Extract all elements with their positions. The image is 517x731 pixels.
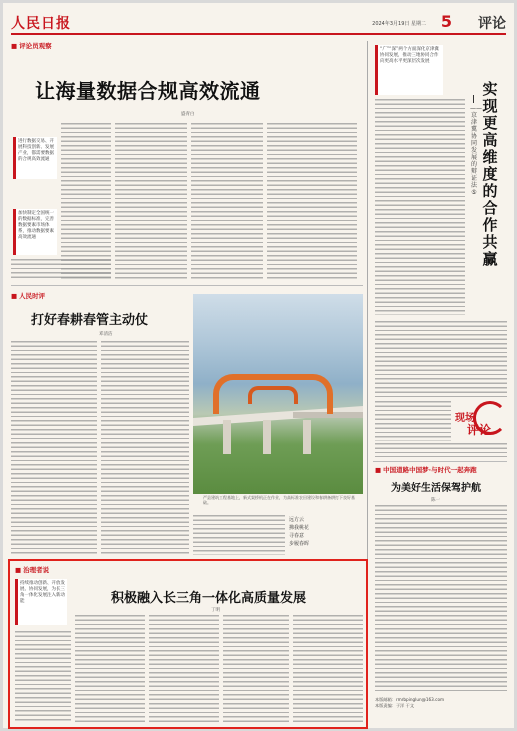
- body-text-block: [375, 401, 451, 441]
- live-commentary-badge: [455, 401, 507, 441]
- divider: [11, 285, 363, 286]
- headline-yangtze-delta: 积极融入长三角一体化高质量发展: [111, 591, 307, 606]
- badge-top-text: 现场: [455, 413, 475, 424]
- body-text-block: [375, 321, 507, 399]
- byline-top: 盛青白: [181, 112, 195, 117]
- body-text-block: [149, 615, 219, 723]
- poem-line: 远方云: [289, 517, 305, 523]
- byline-bottom: 丁明: [211, 608, 220, 613]
- body-text-block: [101, 341, 189, 555]
- divider: [373, 461, 507, 462]
- page-number: 5: [440, 12, 452, 31]
- body-text-block: [193, 515, 285, 555]
- callout-top-2: 加快制定全国统一的数据标准，完善数据要素市场体系，推动数据要素高效流通: [13, 209, 57, 255]
- body-text-block: [375, 99, 465, 315]
- body-text-block: [293, 615, 363, 723]
- footer-editor: 本版责编：于洋 于文: [375, 703, 415, 708]
- issue-date: 2024年3月19日 星期二: [372, 21, 426, 27]
- photo-caption: 严县建筑工程基地上，新式架桥机正在作业，为高标准农田建设和春耕备耕打下良好基础。: [203, 495, 355, 505]
- poem-block: [289, 516, 361, 560]
- column-tag-governance: ■ 治理者说: [15, 565, 49, 574]
- body-text-block: [375, 443, 507, 457]
- masthead: [11, 11, 506, 35]
- headline-better-life: 为美好生活保驾护航: [391, 483, 481, 494]
- headline-data-circulation: 让海量数据合规高效流通: [35, 79, 261, 103]
- byline-middle: 邓清洁: [99, 332, 113, 337]
- footer-email: 本版邮箱：rmrbpinglun@163.com: [375, 697, 445, 702]
- bridge-construction-photo: [193, 294, 363, 494]
- gantry-crane-inner-shape: [248, 386, 298, 404]
- callout-right: “广”“深”两个方面深化京津冀协同发展，推动三地协同合作向更高水平更深层次发展: [375, 45, 443, 95]
- body-text-block: [375, 505, 507, 693]
- column-tag-china-road: ■ 中国道路中国梦·与时代一起奔跑: [375, 465, 477, 474]
- bridge-pier: [223, 420, 231, 454]
- page-footer: [375, 697, 507, 709]
- column-tag-peoples-commentary: ■ 人民时评: [11, 291, 45, 300]
- headline-cooperation: 实现更高维度的合作共赢: [482, 80, 498, 268]
- body-text-block: [191, 123, 263, 281]
- body-text-block: [115, 123, 187, 281]
- callout-bottom: 持续推动创新、开放发展、协同发展，为长三角一体化发展注入新动能: [15, 579, 67, 625]
- callout-top-1: 进行数据交易、开展科技创新、发展产业，都需要数据的合规高效流通: [13, 137, 57, 179]
- badge-bottom-text: 评论: [467, 423, 492, 437]
- body-text-block: [61, 123, 111, 281]
- bridge-pier: [303, 420, 311, 454]
- body-text-block: [15, 631, 71, 723]
- body-text-block: [75, 615, 145, 723]
- byline-lower-right: 陈一: [431, 498, 440, 503]
- poem-line: 寻春意: [289, 533, 305, 539]
- newspaper-page: [3, 3, 514, 728]
- headline-spring-farming: 打好春耕春管主动仗: [31, 313, 149, 328]
- body-text-block: [267, 123, 357, 281]
- section-title: 评论: [478, 16, 506, 32]
- poem-line: 拂我桃花: [289, 525, 310, 531]
- body-text-block: [11, 259, 111, 281]
- subtitle-cooperation: ——京津冀协同发展的辩证法⑤: [470, 105, 482, 196]
- poem-line: 步履春晖: [289, 541, 310, 547]
- body-text-block: [223, 615, 289, 723]
- column-tag-commentary: ■ 评论员观察: [11, 41, 52, 50]
- subtitle-dash: [473, 95, 474, 103]
- body-text-block: [11, 341, 97, 555]
- newspaper-logo: 人民日报: [11, 16, 71, 32]
- bridge-pier: [263, 420, 271, 454]
